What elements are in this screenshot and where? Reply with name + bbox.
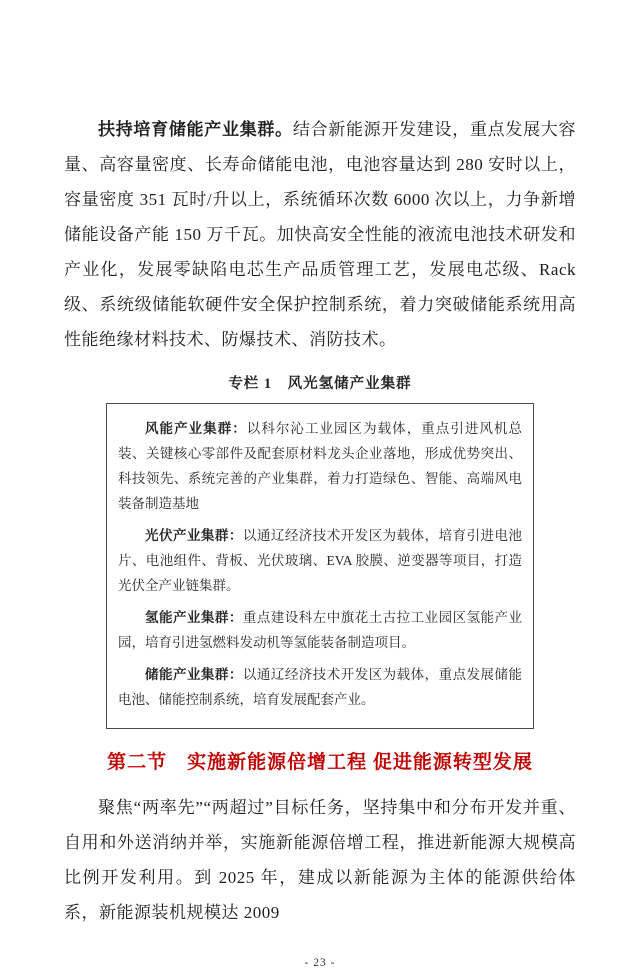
box-item-solar	[118, 523, 522, 598]
box-item-hydrogen-label: 氢能产业集群：	[145, 610, 243, 625]
column-box-title: 专栏 1 风光氢储产业集群	[228, 376, 412, 392]
column-box	[106, 403, 534, 729]
box-item-wind	[118, 416, 522, 516]
intro-paragraph-lead: 扶持培育储能产业集群。	[98, 120, 293, 139]
box-item-hydrogen-text: 重点建设科左中旗花土古拉工业园区氢能产业园，培育引进氢燃料发动机等氢能装备制造项目。	[118, 610, 523, 650]
box-item-solar-label: 光伏产业集群：	[145, 528, 243, 543]
page-number: - 23 -	[304, 957, 336, 969]
intro-paragraph-text: 结合新能源开发建设，重点发展大容量、高容量密度、长寿命储能电池，电池容量达到 280 安时以上，容量密度 351 瓦时/升以上，系统循环次数 6000 次以上，力争新增储能设备产能 150 万千瓦。加快高安全性能的液流电池技术研发和产业化，发展零缺陷电芯生产品质管理工艺，发展电芯级、Rack 级、系统级储能软硬件安全保护控制系统，着力突破储能系统用高性能绝缘材料技术、防爆技术、消防技术。	[64, 120, 577, 349]
box-item-storage-text: 以通辽经济技术开发区为载体，重点发展储能电池、储能控制系统，培育发展配套产业。	[118, 667, 523, 707]
box-item-hydrogen	[118, 605, 522, 655]
box-item-wind-text: 以科尔沁工业园区为载体，重点引进风机总装、关键核心零部件及配套原材料龙头企业落地，形成优势突出、科技领先、系统完善的产业集群，着力打造绿色、智能、高端风电装备制造基地	[118, 421, 523, 511]
box-item-storage	[118, 662, 522, 712]
intro-paragraph	[64, 112, 576, 357]
box-item-solar-text: 以通辽经济技术开发区为载体，培育引进电池片、电池组件、背板、光伏玻璃、EVA 胶膜、逆变器等项目，打造光伏全产业链集群。	[118, 528, 523, 593]
box-item-wind-label: 风能产业集群：	[145, 421, 247, 436]
section-heading: 第二节 实施新能源倍增工程 促进能源转型发展	[107, 752, 533, 773]
box-item-storage-label: 储能产业集群：	[145, 667, 243, 682]
section-paragraph: 聚焦“两率先”“两超过”目标任务，坚持集中和分布开发并重、自用和外送消纳并举，实施新能源倍增工程，推进新能源大规模高比例开发利用。到 2025 年，建成以新能源为主体的能源供给体系，新能源装机规模达 2009	[64, 798, 576, 922]
